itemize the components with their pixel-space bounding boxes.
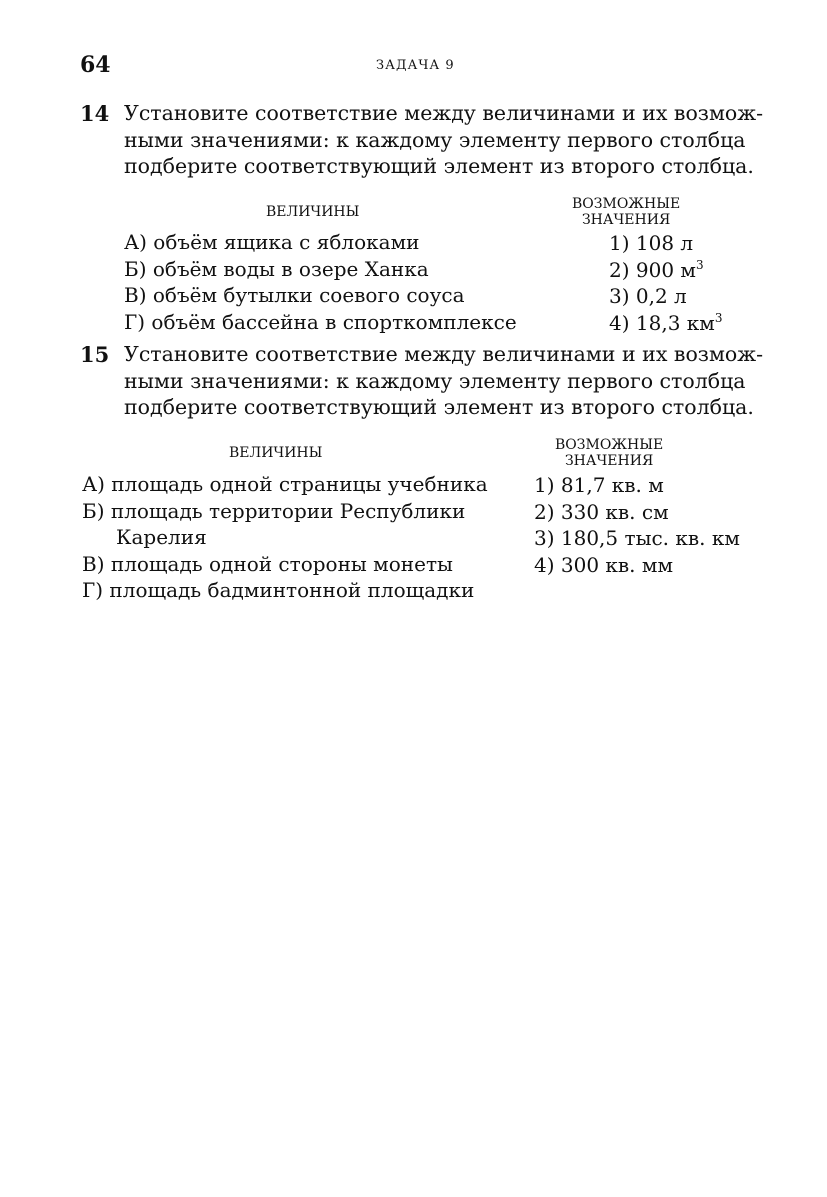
quantity-item: Б) площадь территории Республики	[82, 498, 466, 523]
task-14-text-line: подберите соответствующий элемент из второго столбца.	[124, 154, 754, 178]
task-15-values	[534, 472, 740, 578]
task-14-col1-header: ВЕЛИЧИНЫ	[266, 204, 360, 220]
value-superscript: 3	[695, 257, 704, 272]
task-14-values	[609, 230, 722, 336]
quantity-item: Г) площадь бадминтонной площадки	[82, 578, 475, 602]
value-item	[609, 283, 722, 310]
task-14-text-line: Установите соответствие между величинами и их возмож-	[124, 101, 764, 125]
task-15-text	[124, 341, 763, 421]
value-item	[609, 257, 722, 284]
task-14-quantities	[124, 229, 517, 335]
value-superscript: 3	[714, 310, 723, 325]
value-text: 3) 0,2 л	[609, 284, 687, 308]
quantity-item: Б) объём воды в озере Ханка	[124, 256, 429, 281]
value-item	[609, 310, 722, 337]
task-15-text-line: подберите соответствующий элемент из второго столбца.	[124, 395, 754, 419]
quantity-item: В) площадь одной стороны монеты	[82, 551, 453, 576]
value-text: 1) 108 л	[609, 231, 694, 255]
task-15-col2-header	[555, 437, 663, 469]
task-14-number: 14	[80, 101, 110, 126]
quantity-item: Г) объём бассейна в спорткомплексе	[124, 309, 517, 334]
task-14-text-line: ными значениями: к каждому элементу первого столбца	[124, 127, 746, 152]
col2-header-line: ВОЗМОЖНЫЕ	[555, 437, 664, 453]
col2-header-line: ВОЗМОЖНЫЕ	[572, 196, 681, 212]
task-14-col2-header	[572, 196, 680, 228]
value-text: 1) 81,7 кв. м	[534, 473, 664, 497]
task-15-text-line: ными значениями: к каждому элементу первого столбца	[124, 368, 746, 393]
col2-header-line: ЗНАЧЕНИЯ	[581, 212, 671, 228]
task-15-col1-header: ВЕЛИЧИНЫ	[229, 445, 323, 461]
value-item	[534, 472, 740, 499]
running-head: ЗАДАЧА 9	[376, 58, 455, 73]
task-15-number: 15	[80, 342, 110, 367]
task-15-text-line: Установите соответствие между величинами и их возмож-	[124, 342, 764, 366]
value-item	[534, 552, 740, 579]
quantity-item: В) объём бутылки соевого соуса	[124, 283, 465, 307]
col2-header-line: ЗНАЧЕНИЯ	[564, 453, 654, 469]
task-15-quantities	[82, 471, 488, 604]
value-item	[609, 230, 722, 257]
quantity-item-continuation: Карелия	[116, 525, 207, 549]
quantity-item: А) объём ящика с яблоками	[124, 230, 420, 254]
task-14-text	[124, 100, 763, 180]
page-number: 64	[80, 52, 111, 78]
value-text: 4) 300 кв. мм	[534, 552, 674, 577]
quantity-item: А) площадь одной страницы учебника	[82, 472, 488, 496]
value-text: 3) 180,5 тыс. кв. км	[534, 526, 740, 550]
value-item	[534, 525, 740, 552]
value-text: 4) 18,3 км	[609, 310, 715, 335]
value-item	[534, 499, 740, 526]
value-text: 2) 900 м	[609, 257, 696, 282]
value-text: 2) 330 кв. см	[534, 499, 669, 524]
